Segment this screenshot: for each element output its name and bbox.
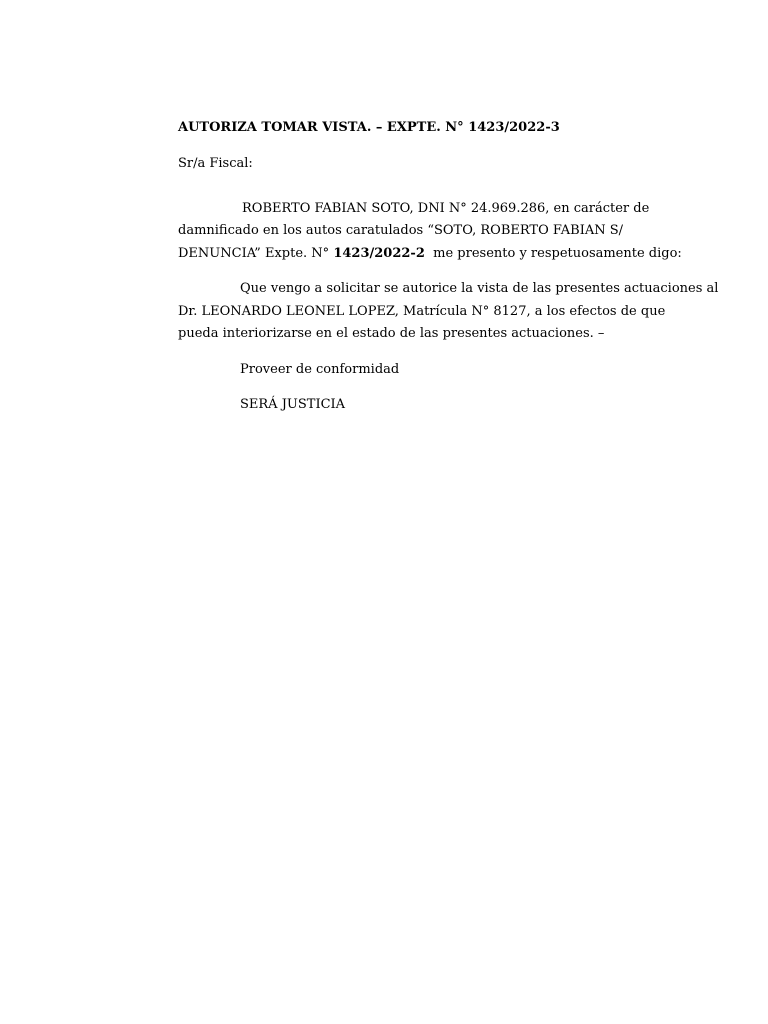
paragraph1-line1: ROBERTO FABIAN SOTO, DNI N° 24.969.286, en carácter de <box>242 201 650 216</box>
paragraph2-line3: pueda interiorizarse en el estado de las presentes actuaciones. – <box>178 326 605 341</box>
closing-justicia: SERÁ JUSTICIA <box>240 397 346 412</box>
paragraph1-line3-start: DENUNCIA” Expte. N° <box>178 246 330 261</box>
document-heading: AUTORIZA TOMAR VISTA. – EXPTE. N° 1423/2022-3 <box>178 120 560 135</box>
paragraph1-line2: damnificado en los autos caratulados “SOTO, ROBERTO FABIAN S/ <box>178 223 624 238</box>
paragraph2-line1: Que vengo a solicitar se autorice la vista de las presentes actuaciones al <box>240 281 719 296</box>
closing-proveer: Proveer de conformidad <box>240 362 400 377</box>
paragraph2-line2: Dr. LEONARDO LEONEL LOPEZ, Matrícula N° 8127, a los efectos de que <box>178 304 666 319</box>
salutation: Sr/a Fiscal: <box>178 156 253 171</box>
paragraph1-line3 <box>178 246 682 262</box>
paragraph1-line3-end: me presento y respetuosamente digo: <box>433 246 682 261</box>
expediente-number: 1423/2022-2 <box>333 246 425 261</box>
